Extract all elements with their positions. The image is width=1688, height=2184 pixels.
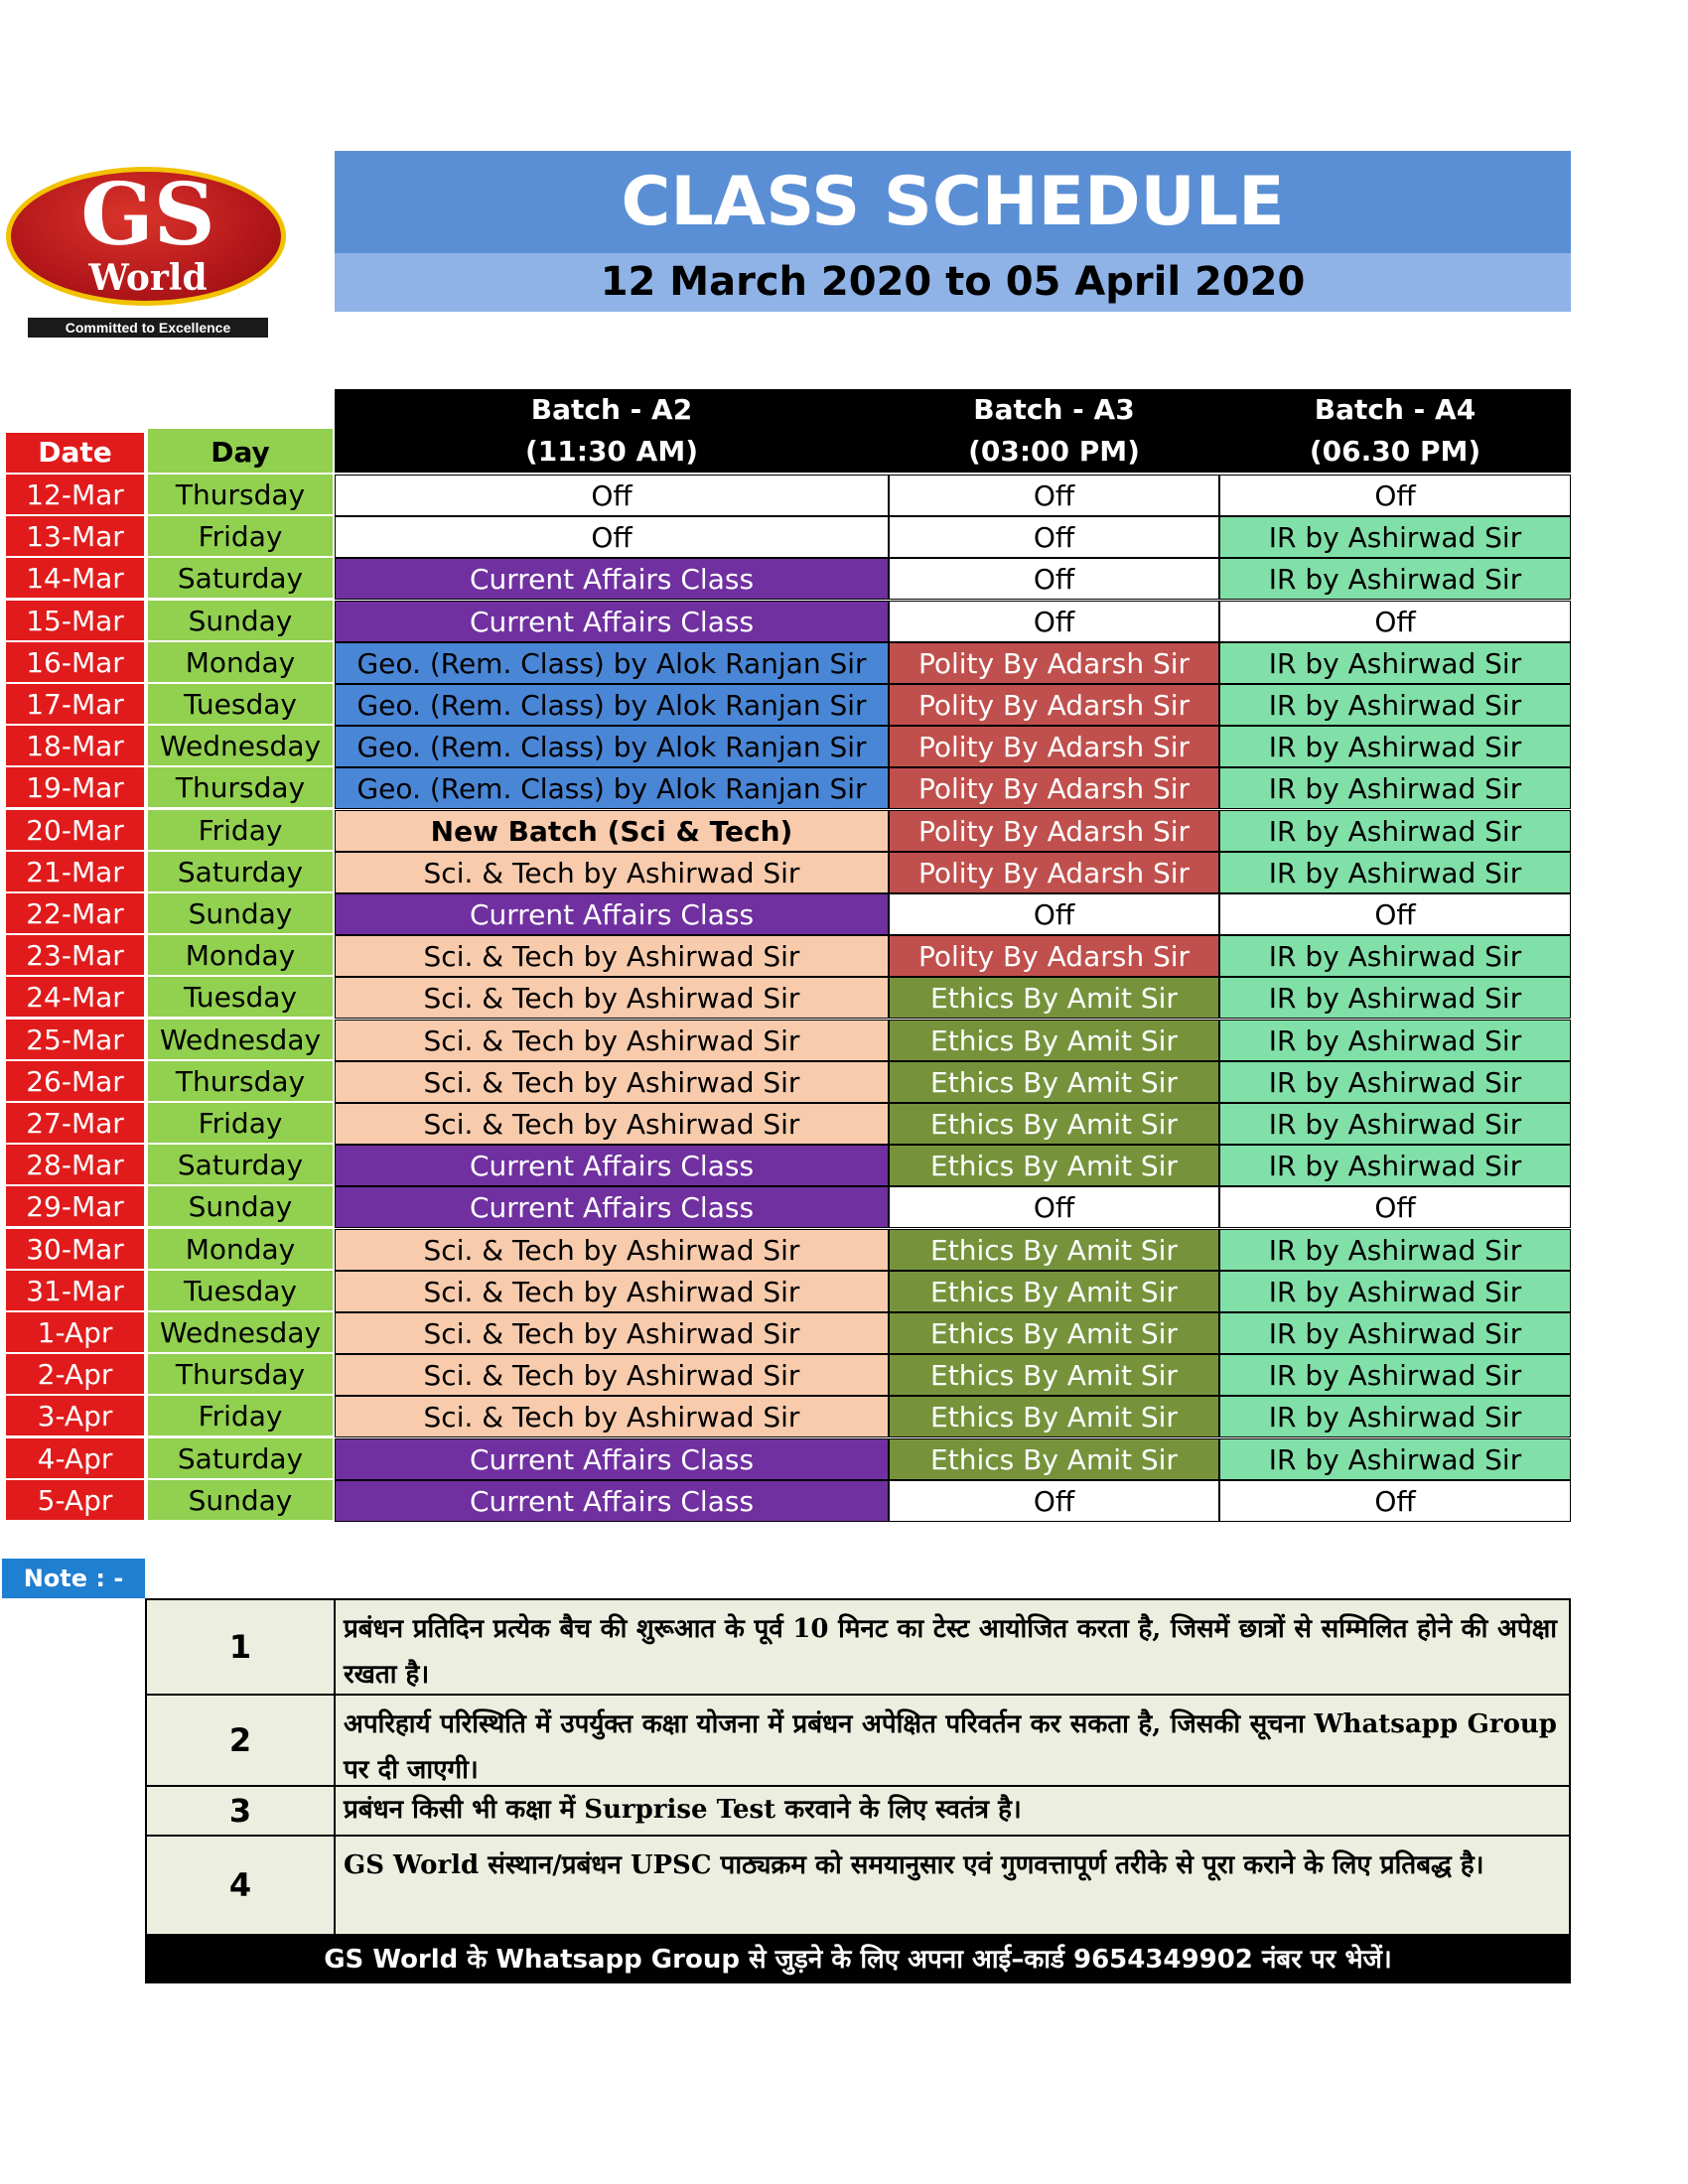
row-day: Friday: [148, 1103, 333, 1145]
logo-brand: GS: [80, 165, 215, 265]
cell-batch-a3: Polity By Adarsh Sir: [889, 767, 1219, 809]
cell-batch-a4: IR by Ashirwad Sir: [1219, 935, 1571, 977]
note-text: अपरिहार्य परिस्थिति में उपर्युक्त कक्षा योजना में प्रबंधन अपेक्षित परिवर्तन कर सकता है, जिसकी सूचना Whatsapp Group पर दी जाएगी।: [344, 1709, 1557, 1785]
cell-batch-a3: Ethics By Amit Sir: [889, 977, 1219, 1019]
cell-batch-a2: Sci. & Tech by Ashirwad Sir: [335, 1354, 889, 1396]
row-day: Sunday: [148, 893, 333, 935]
row-date: 14-Mar: [6, 558, 144, 600]
cell-batch-a2: Off: [335, 516, 889, 558]
cell-batch-a3: Ethics By Amit Sir: [889, 1438, 1219, 1480]
row-date: 17-Mar: [6, 684, 144, 726]
cell-batch-a2: Geo. (Rem. Class) by Alok Ranjan Sir: [335, 684, 889, 726]
cell-batch-a4: Off: [1219, 601, 1571, 642]
row-date: 20-Mar: [6, 810, 144, 852]
cell-batch-a3: Ethics By Amit Sir: [889, 1396, 1219, 1437]
cell-batch-a3: Ethics By Amit Sir: [889, 1103, 1219, 1145]
cell-batch-a4: IR by Ashirwad Sir: [1219, 767, 1571, 809]
cell-batch-a4: IR by Ashirwad Sir: [1219, 558, 1571, 600]
cell-batch-a4: IR by Ashirwad Sir: [1219, 1354, 1571, 1396]
cell-batch-a4: IR by Ashirwad Sir: [1219, 810, 1571, 852]
note-row: [145, 1598, 1571, 1696]
row-day: Friday: [148, 1396, 333, 1437]
cell-batch-a2: Sci. & Tech by Ashirwad Sir: [335, 1312, 889, 1354]
cell-batch-a2: Sci. & Tech by Ashirwad Sir: [335, 1396, 889, 1437]
row-day: Wednesday: [148, 1020, 333, 1061]
row-date: 24-Mar: [6, 977, 144, 1019]
cell-batch-a2: Sci. & Tech by Ashirwad Sir: [335, 1020, 889, 1061]
cell-batch-a2: New Batch (Sci & Tech): [335, 810, 889, 852]
batch-a2-header: [335, 389, 889, 473]
row-date: 25-Mar: [6, 1020, 144, 1061]
cell-batch-a2: Current Affairs Class: [335, 1145, 889, 1186]
cell-batch-a3: Off: [889, 516, 1219, 558]
note-number: 3: [147, 1787, 336, 1835]
row-day: Tuesday: [148, 1271, 333, 1312]
cell-batch-a2: Sci. & Tech by Ashirwad Sir: [335, 1271, 889, 1312]
cell-batch-a4: IR by Ashirwad Sir: [1219, 726, 1571, 767]
row-day: Monday: [148, 642, 333, 684]
row-day: Saturday: [148, 1438, 333, 1480]
cell-batch-a4: IR by Ashirwad Sir: [1219, 1103, 1571, 1145]
day-column-header: Day: [148, 433, 333, 473]
row-date: 28-Mar: [6, 1145, 144, 1186]
row-date: 1-Apr: [6, 1312, 144, 1354]
cell-batch-a2: Sci. & Tech by Ashirwad Sir: [335, 935, 889, 977]
cell-batch-a3: Polity By Adarsh Sir: [889, 852, 1219, 893]
note-row: [145, 1785, 1571, 1837]
row-day: Friday: [148, 516, 333, 558]
row-day: Thursday: [148, 1354, 333, 1396]
row-date: 18-Mar: [6, 726, 144, 767]
date-range: 12 March 2020 to 05 April 2020: [335, 253, 1571, 312]
batch-a2-name: Batch - A2: [530, 393, 693, 426]
logo-name: World: [88, 257, 208, 299]
cell-batch-a2: Sci. & Tech by Ashirwad Sir: [335, 977, 889, 1019]
row-day: Monday: [148, 1229, 333, 1271]
row-date: 22-Mar: [6, 893, 144, 935]
batch-a3-time: (03:00 PM): [968, 435, 1140, 468]
note-text: प्रबंधन किसी भी कक्षा में Surprise Test करवाने के लिए स्वतंत्र है।: [344, 1795, 1022, 1825]
batch-a2-time: (11:30 AM): [524, 435, 698, 468]
cell-batch-a2: Sci. & Tech by Ashirwad Sir: [335, 1061, 889, 1103]
cell-batch-a2: Sci. & Tech by Ashirwad Sir: [335, 852, 889, 893]
cell-batch-a2: Off: [335, 475, 889, 516]
row-date: 15-Mar: [6, 601, 144, 642]
cell-batch-a3: Ethics By Amit Sir: [889, 1145, 1219, 1186]
footer-notice: GS World के Whatsapp Group से जुड़ने के लिए अपना आई–कार्ड 9654349902 नंबर पर भेजें।: [145, 1936, 1571, 1983]
row-day: Tuesday: [148, 684, 333, 726]
row-date: 29-Mar: [6, 1186, 144, 1228]
row-day: Thursday: [148, 767, 333, 809]
cell-batch-a4: IR by Ashirwad Sir: [1219, 1229, 1571, 1271]
cell-batch-a4: IR by Ashirwad Sir: [1219, 1438, 1571, 1480]
cell-batch-a3: Ethics By Amit Sir: [889, 1229, 1219, 1271]
cell-batch-a3: Polity By Adarsh Sir: [889, 726, 1219, 767]
row-date: 5-Apr: [6, 1480, 144, 1522]
cell-batch-a2: Current Affairs Class: [335, 558, 889, 600]
cell-batch-a2: Current Affairs Class: [335, 601, 889, 642]
row-date: 21-Mar: [6, 852, 144, 893]
cell-batch-a3: Off: [889, 601, 1219, 642]
row-day: Monday: [148, 935, 333, 977]
row-day: Sunday: [148, 601, 333, 642]
row-day: Thursday: [148, 475, 333, 516]
cell-batch-a2: Sci. & Tech by Ashirwad Sir: [335, 1229, 889, 1271]
cell-batch-a3: Ethics By Amit Sir: [889, 1020, 1219, 1061]
cell-batch-a4: IR by Ashirwad Sir: [1219, 852, 1571, 893]
cell-batch-a3: Polity By Adarsh Sir: [889, 642, 1219, 684]
note-number: 4: [147, 1837, 336, 1934]
note-row: [145, 1835, 1571, 1936]
batch-a3-name: Batch - A3: [973, 393, 1135, 426]
batch-a4-header: [1219, 389, 1571, 473]
cell-batch-a4: IR by Ashirwad Sir: [1219, 684, 1571, 726]
cell-batch-a2: Current Affairs Class: [335, 893, 889, 935]
cell-batch-a2: Geo. (Rem. Class) by Alok Ranjan Sir: [335, 726, 889, 767]
cell-batch-a2: Current Affairs Class: [335, 1186, 889, 1228]
cell-batch-a2: Geo. (Rem. Class) by Alok Ranjan Sir: [335, 767, 889, 809]
cell-batch-a4: IR by Ashirwad Sir: [1219, 977, 1571, 1019]
cell-batch-a3: Polity By Adarsh Sir: [889, 684, 1219, 726]
row-day: Saturday: [148, 852, 333, 893]
row-day: Thursday: [148, 1061, 333, 1103]
cell-batch-a3: Ethics By Amit Sir: [889, 1271, 1219, 1312]
row-date: 16-Mar: [6, 642, 144, 684]
row-day: Wednesday: [148, 1312, 333, 1354]
cell-batch-a4: IR by Ashirwad Sir: [1219, 1312, 1571, 1354]
row-date: 23-Mar: [6, 935, 144, 977]
cell-batch-a4: Off: [1219, 893, 1571, 935]
row-day: Saturday: [148, 558, 333, 600]
notes-table: [145, 1598, 1571, 1936]
row-date: 31-Mar: [6, 1271, 144, 1312]
note-number: 1: [147, 1600, 336, 1694]
cell-batch-a3: Ethics By Amit Sir: [889, 1354, 1219, 1396]
cell-batch-a4: Off: [1219, 1480, 1571, 1522]
row-date: 12-Mar: [6, 475, 144, 516]
note-text: GS World संस्थान/प्रबंधन UPSC पाठ्यक्रम को समयानुसार एवं गुणवत्तापूर्ण तरीके से पूरा कराने के लिए प्रतिबद्ध है।: [344, 1850, 1484, 1880]
cell-batch-a4: IR by Ashirwad Sir: [1219, 1020, 1571, 1061]
cell-batch-a4: IR by Ashirwad Sir: [1219, 1271, 1571, 1312]
row-date: 26-Mar: [6, 1061, 144, 1103]
row-date: 2-Apr: [6, 1354, 144, 1396]
cell-batch-a2: Geo. (Rem. Class) by Alok Ranjan Sir: [335, 642, 889, 684]
cell-batch-a4: IR by Ashirwad Sir: [1219, 1061, 1571, 1103]
row-day: Friday: [148, 810, 333, 852]
cell-batch-a4: IR by Ashirwad Sir: [1219, 642, 1571, 684]
cell-batch-a4: IR by Ashirwad Sir: [1219, 1145, 1571, 1186]
note-text: प्रबंधन प्रतिदिन प्रत्येक बैच की शुरूआत के पूर्व 10 मिनट का टेस्ट आयोजित करता है, जिसमें छात्रों से सम्मिलित होने की अपेक्षा रखता है।: [344, 1614, 1557, 1690]
cell-batch-a2: Current Affairs Class: [335, 1438, 889, 1480]
row-day: Saturday: [148, 1145, 333, 1186]
cell-batch-a3: Off: [889, 475, 1219, 516]
cell-batch-a3: Off: [889, 1480, 1219, 1522]
note-row: [145, 1694, 1571, 1787]
row-day: Tuesday: [148, 977, 333, 1019]
note-number: 2: [147, 1696, 336, 1785]
cell-batch-a2: Sci. & Tech by Ashirwad Sir: [335, 1103, 889, 1145]
batch-a4-time: (06.30 PM): [1309, 435, 1481, 468]
cell-batch-a4: Off: [1219, 475, 1571, 516]
cell-batch-a2: Current Affairs Class: [335, 1480, 889, 1522]
row-date: 27-Mar: [6, 1103, 144, 1145]
cell-batch-a3: Off: [889, 893, 1219, 935]
cell-batch-a3: Off: [889, 558, 1219, 600]
row-date: 19-Mar: [6, 767, 144, 809]
cell-batch-a4: IR by Ashirwad Sir: [1219, 1396, 1571, 1437]
logo-tagline: Committed to Excellence: [28, 318, 268, 338]
batch-a4-name: Batch - A4: [1314, 393, 1477, 426]
row-date: 4-Apr: [6, 1438, 144, 1480]
cell-batch-a3: Off: [889, 1186, 1219, 1228]
cell-batch-a3: Ethics By Amit Sir: [889, 1061, 1219, 1103]
cell-batch-a3: Ethics By Amit Sir: [889, 1312, 1219, 1354]
row-day: Wednesday: [148, 726, 333, 767]
row-date: 3-Apr: [6, 1396, 144, 1437]
row-date: 13-Mar: [6, 516, 144, 558]
row-day: Sunday: [148, 1186, 333, 1228]
row-date: 30-Mar: [6, 1229, 144, 1271]
batch-a3-header: [889, 389, 1219, 473]
cell-batch-a3: Polity By Adarsh Sir: [889, 935, 1219, 977]
cell-batch-a4: IR by Ashirwad Sir: [1219, 516, 1571, 558]
note-label: Note : -: [2, 1559, 145, 1598]
page-title: CLASS SCHEDULE: [335, 151, 1571, 253]
cell-batch-a4: Off: [1219, 1186, 1571, 1228]
date-column-header: Date: [6, 433, 144, 473]
row-day: Sunday: [148, 1480, 333, 1522]
cell-batch-a3: Polity By Adarsh Sir: [889, 810, 1219, 852]
